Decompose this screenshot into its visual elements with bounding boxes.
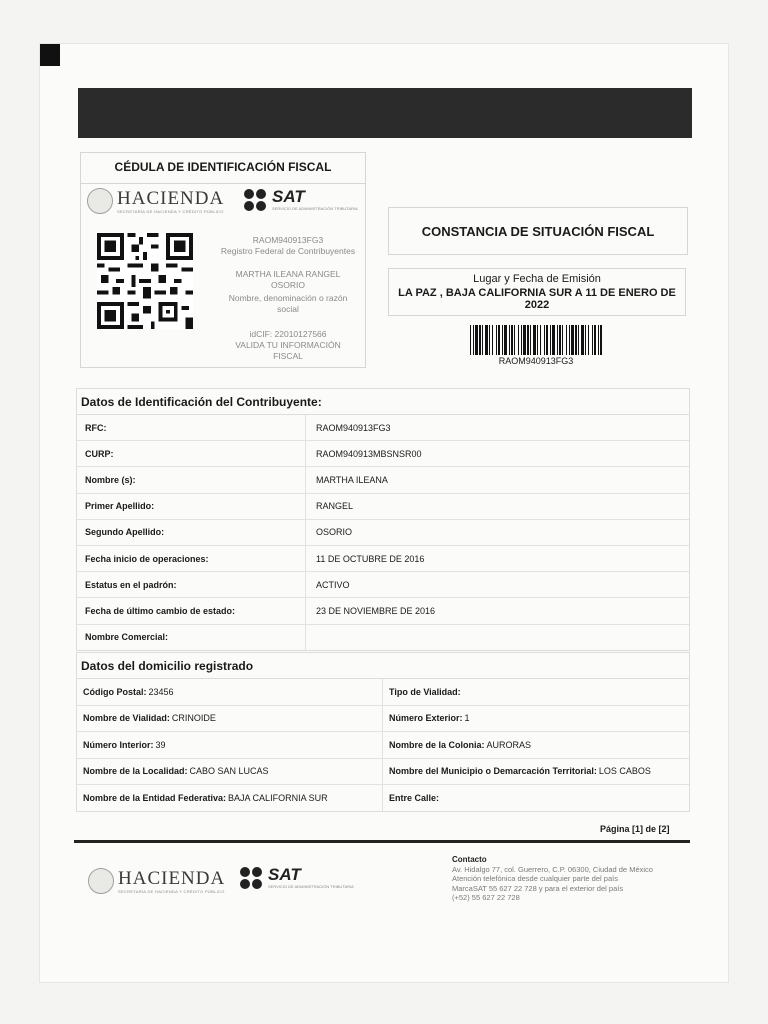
- field-label: Nombre de la Colonia:: [389, 739, 485, 750]
- address-field: [77, 759, 383, 785]
- barcode: [470, 325, 602, 355]
- contacto-line: (+52) 55 627 22 728: [452, 893, 520, 902]
- seal-icon: [87, 188, 113, 214]
- field-label: Primer Apellido:: [77, 494, 306, 519]
- footer-sat-logo: [240, 866, 354, 889]
- domicilio-section: [76, 652, 690, 812]
- cedula-box: [80, 152, 366, 368]
- barcode-bar: [578, 325, 579, 355]
- barcode-bar: [511, 325, 513, 355]
- field-value: LOS CABOS: [598, 766, 651, 777]
- field-value: 23 DE NOVIEMBRE DE 2016: [316, 605, 436, 616]
- barcode-text: RAOM940913FG3: [498, 356, 574, 366]
- barcode-bar: [571, 325, 574, 355]
- emision-box: [388, 268, 686, 316]
- barcode-bar: [527, 325, 529, 355]
- barcode-bar: [514, 325, 515, 355]
- address-field: [77, 706, 383, 732]
- field-label: Nombre Comercial:: [77, 625, 306, 650]
- footer-hacienda-subtitle: SECRETARÍA DE HACIENDA Y CRÉDITO PÚBLICO: [118, 888, 225, 894]
- address-field: [77, 785, 383, 811]
- contacto-block: [452, 855, 692, 903]
- corner-mark: [40, 44, 60, 66]
- field-value: RANGEL: [316, 501, 354, 512]
- table-row: [77, 546, 689, 572]
- page-number: Página [1] de [2]: [600, 824, 670, 834]
- table-row: [77, 467, 689, 493]
- barcode-bar: [473, 325, 474, 355]
- barcode-bar: [479, 325, 481, 355]
- sat-logo: [244, 188, 358, 211]
- contacto-title: Contacto: [452, 855, 487, 864]
- address-field: [383, 785, 689, 811]
- footer-rule: [74, 840, 690, 843]
- field-value: OSORIO: [316, 527, 353, 538]
- emision-value: LA PAZ , BAJA CALIFORNIA SUR A 11 DE ENERO DE 2022: [398, 287, 676, 311]
- barcode-bar: [575, 325, 577, 355]
- barcode-bar: [498, 325, 500, 355]
- barcode-bar: [489, 325, 490, 355]
- table-row: [77, 598, 689, 624]
- field-value: CABO SAN LUCAS: [189, 766, 269, 777]
- cedula-name-caption: Nombre, denominación o razón social: [228, 293, 348, 314]
- field-label: Número Interior:: [83, 739, 154, 750]
- table-row: [77, 759, 689, 786]
- field-label: CURP:: [77, 441, 306, 466]
- table-row: [77, 441, 689, 467]
- field-value: BAJA CALIFORNIA SUR: [228, 792, 328, 803]
- table-row: [77, 572, 689, 598]
- barcode-bar: [559, 325, 561, 355]
- field-label: Nombre de la Localidad:: [83, 766, 188, 777]
- field-label: Número Exterior:: [389, 713, 463, 724]
- barcode-bar: [569, 325, 570, 355]
- field-value: 1: [464, 713, 470, 724]
- field-value: 11 DE OCTUBRE DE 2016: [316, 553, 425, 564]
- hacienda-subtitle: SECRETARÍA DE HACIENDA Y CRÉDITO PÚBLICO: [117, 208, 224, 214]
- barcode-bar: [598, 325, 599, 355]
- cedula-title: CÉDULA DE IDENTIFICACIÓN FISCAL: [81, 153, 365, 184]
- cedula-name: MARTHA ILEANA RANGEL OSORIO: [235, 269, 341, 290]
- barcode-bar: [521, 325, 522, 355]
- barcode-bar: [546, 325, 548, 355]
- field-label: Código Postal:: [83, 686, 147, 697]
- table-row: [77, 706, 689, 733]
- barcode-bar: [523, 325, 526, 355]
- footer-sat-dots-icon: [240, 867, 264, 889]
- barcode-bar: [552, 325, 555, 355]
- table-row: [77, 415, 689, 441]
- field-label: Nombre de Vialidad:: [83, 713, 170, 724]
- barcode-bar: [585, 325, 586, 355]
- barcode-bar: [537, 325, 538, 355]
- barcode-bar: [588, 325, 589, 355]
- barcode-bar: [581, 325, 584, 355]
- contacto-line: MarcaSAT 55 627 22 728 y para el exterior del país: [452, 883, 624, 893]
- cedula-idcif: idCIF: 22010127566: [249, 329, 327, 339]
- cedula-valida: VALIDA TU INFORMACIÓN FISCAL: [235, 340, 341, 361]
- field-value: RAOM940913MBSNSR00: [316, 448, 422, 459]
- field-label: Entre Calle:: [389, 792, 440, 803]
- cedula-logos: [81, 184, 365, 220]
- contacto-line: Atención telefónica desde cualquier parte del país: [452, 874, 618, 883]
- barcode-bar: [592, 325, 593, 355]
- sat-wordmark: SAT: [272, 187, 305, 206]
- field-value: CRINOIDE: [171, 713, 216, 724]
- hacienda-logo: [87, 188, 224, 214]
- field-label: Tipo de Vialidad:: [389, 686, 461, 697]
- barcode-bar: [475, 325, 478, 355]
- barcode-bar: [504, 325, 507, 355]
- field-label: Estatus en el padrón:: [77, 572, 306, 597]
- barcode-bar: [550, 325, 551, 355]
- barcode-bar: [562, 325, 563, 355]
- cedula-rfc: RAOM940913FG3: [252, 235, 324, 245]
- field-value: MARTHA ILEANA: [316, 474, 388, 485]
- barcode-bar: [470, 325, 471, 355]
- field-label: Nombre del Municipio o Demarcación Territorial:: [389, 766, 597, 777]
- table-row: [77, 785, 689, 811]
- constancia-title: CONSTANCIA DE SITUACIÓN FISCAL: [388, 207, 688, 255]
- sat-subtitle: SERVICIO DE ADMINISTRACIÓN TRIBUTARIA: [272, 206, 358, 211]
- footer-hacienda-wordmark: HACIENDA: [118, 867, 226, 889]
- table-row: [77, 520, 689, 546]
- barcode-bar: [502, 325, 503, 355]
- emision-label: Lugar y Fecha de Emisión: [473, 273, 601, 285]
- field-label: Nombre de la Entidad Federativa:: [83, 792, 227, 803]
- barcode-bar: [518, 325, 519, 355]
- field-value: 39: [155, 739, 166, 750]
- field-label: Fecha inicio de operaciones:: [77, 546, 306, 571]
- address-field: [77, 679, 383, 705]
- field-label: Fecha de último cambio de estado:: [77, 598, 306, 623]
- table-row: [77, 494, 689, 520]
- domicilio-title: Datos del domicilio registrado: [77, 653, 689, 679]
- footer-sat-wordmark: SAT: [268, 865, 301, 884]
- barcode-bar: [530, 325, 531, 355]
- barcode-bar: [533, 325, 536, 355]
- address-field: [77, 732, 383, 758]
- address-field: [383, 732, 689, 758]
- field-label: Segundo Apellido:: [77, 520, 306, 545]
- barcode-bar: [492, 325, 493, 355]
- table-row: [77, 679, 689, 706]
- field-label: RFC:: [77, 415, 306, 440]
- footer-seal-icon: [88, 868, 114, 894]
- field-value: ACTIVO: [316, 579, 350, 590]
- barcode-bar: [485, 325, 488, 355]
- barcode-bar: [509, 325, 510, 355]
- field-value: [306, 625, 316, 650]
- header-bar: [78, 88, 692, 138]
- qr-code: [97, 233, 193, 329]
- field-value: 23456: [148, 686, 174, 697]
- identificacion-title: Datos de Identificación del Contribuyente:: [77, 389, 689, 415]
- barcode-bar: [566, 325, 567, 355]
- barcode-bar: [600, 325, 602, 355]
- address-field: [383, 706, 689, 732]
- field-value: RAOM940913FG3: [316, 422, 391, 433]
- address-field: [383, 759, 689, 785]
- table-row: [77, 732, 689, 759]
- barcode-bar: [594, 325, 596, 355]
- field-label: Nombre (s):: [77, 467, 306, 492]
- contacto-line: Av. Hidalgo 77, col. Guerrero, C.P. 06300, Ciudad de México: [452, 864, 653, 874]
- hacienda-wordmark: HACIENDA: [117, 187, 225, 209]
- barcode-bar: [496, 325, 497, 355]
- barcode-bar: [557, 325, 558, 355]
- footer-hacienda-logo: [88, 868, 225, 894]
- barcode-bar: [482, 325, 483, 355]
- barcode-bar: [540, 325, 541, 355]
- footer-sat-subtitle: SERVICIO DE ADMINISTRACIÓN TRIBUTARIA: [268, 884, 354, 889]
- identificacion-section: [76, 388, 690, 651]
- address-field: [383, 679, 689, 705]
- field-value: AURORAS: [486, 739, 532, 750]
- barcode-bar: [544, 325, 545, 355]
- table-row: [77, 625, 689, 650]
- cedula-rfc-caption: Registro Federal de Contribuyentes: [220, 246, 356, 256]
- sat-dots-icon: [244, 189, 268, 211]
